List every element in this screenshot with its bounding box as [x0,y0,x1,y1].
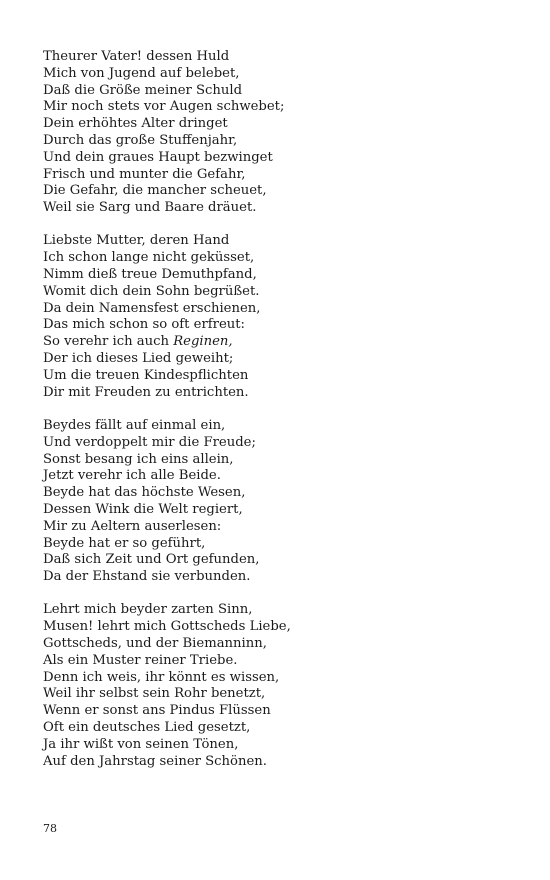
verse-line: Womit dich dein Sohn begrüßet. [43,283,260,299]
verse-line: Jetzt verehr ich alle Beide. [43,468,221,484]
page-number: 78 [43,822,57,835]
verse-line: Weil ihr selbst sein Rohr benetzt, [43,686,266,702]
verse-line: Beydes fällt auf einmal ein, [43,417,226,433]
verse-line: Dir mit Freuden zu entrichten. [43,384,249,400]
verse-line: Daß sich Zeit und Ort gefunden, [43,552,260,568]
verse-line: Dessen Wink die Welt regiert, [43,501,243,517]
verse-line: Theurer Vater! dessen Huld [43,49,230,64]
verse-line: Beyde hat das höchste Wesen, [43,485,246,501]
verse-line: Ja ihr wißt von seinen Tönen, [43,736,239,752]
verse-line: Durch das große Stuffenjahr, [43,132,238,148]
verse-line: Weil sie Sarg und Baare dräuet. [43,200,257,216]
stanza-3 [43,418,523,586]
verse-line: Daß die Größe meiner Schuld [43,82,243,98]
verse-line: Die Gefahr, die mancher scheuet, [43,183,267,199]
verse-line: Als ein Muster reiner Triebe. [43,652,238,668]
verse-line: Auf den Jahrstag seiner Schönen. [43,753,267,769]
verse-line: Ich schon lange nicht geküsset, [43,250,255,266]
verse-line: Mich von Jugend auf belebet, [43,65,240,81]
stanza-4 [43,602,523,770]
verse-line: Da der Ehstand sie verbunden. [43,569,251,585]
verse-line: Mir noch stets vor Augen schwebet; [43,99,285,115]
verse-line: Da dein Namensfest erschienen, [43,300,261,316]
verse-line: Oft ein deutsches Lied gesetzt, [43,719,251,735]
verse-line: Sonst besang ich eins allein, [43,451,234,467]
verse-line: Mir zu Aeltern auserlesen: [43,518,222,534]
verse-line: Beyde hat er so geführt, [43,535,206,551]
verse-line: Gottscheds, und der Biemanninn, [43,636,267,651]
verse-line: Nimm dieß treue Demuthpfand, [43,267,257,283]
verse-line: Musen! lehrt mich Gottscheds Liebe, [43,619,291,635]
verse-line: Dein erhöhtes Alter dringet [43,116,228,132]
verse-line: Das mich schon so oft erfreut: [43,317,246,333]
stanza-2 [43,233,523,401]
stanza-1 [43,49,523,217]
verse-line-with-italic-name [43,334,523,351]
italic-name: Reginen, [173,334,233,350]
verse-line: Lehrt mich beyder zarten Sinn, [43,602,253,618]
verse-line: Um die treuen Kindespflichten [43,367,249,383]
verse-line: Der ich dieses Lied geweiht; [43,351,234,367]
verse-text: So verehr ich auch [43,334,174,350]
verse-line: Denn ich weis, ihr könnt es wissen, [43,669,280,685]
verse-line: Wenn er sonst ans Pindus Flüssen [43,703,271,719]
verse-line: Frisch und munter die Gefahr, [43,166,246,182]
verse-line: Und dein graues Haupt bezwinget [43,149,273,165]
poem [43,49,523,770]
verse-line: Und verdoppelt mir die Freude; [43,434,256,450]
verse-line: Liebste Mutter, deren Hand [43,233,230,249]
